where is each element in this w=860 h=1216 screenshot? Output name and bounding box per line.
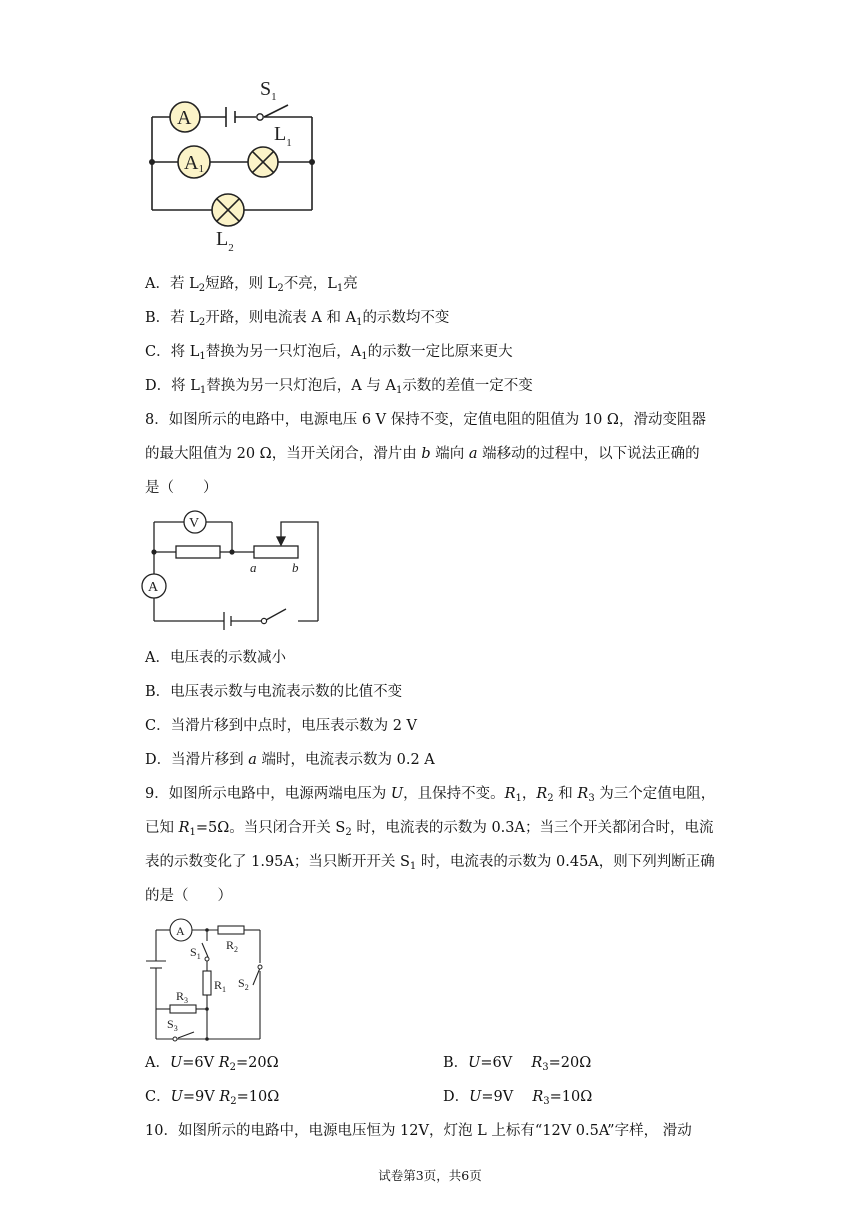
ammeter-a-label: A	[177, 107, 192, 129]
switch-s1-label: $S_1$	[190, 945, 201, 961]
resistor-r2-label: $R_2$	[226, 938, 239, 954]
q10-stem-line1: 10．如图所示的电路中，电源电压恒为 12V，灯泡 L 上标有“12V 0.5A”字样， 滑动	[145, 1123, 692, 1139]
voltmeter-label: V	[189, 516, 200, 531]
ammeter-label: A	[148, 580, 159, 595]
q9-stem-line4: 的是（ ）	[145, 888, 232, 904]
switch-s2-label: $S_2$	[238, 976, 249, 992]
circuit-diagram-q7	[140, 78, 340, 253]
lamp-l1-label: $L_1$	[274, 123, 292, 149]
circuit-diagram-q8	[138, 508, 328, 633]
rheostat-end-a-label: a	[250, 560, 257, 575]
q9-options-row2	[145, 1087, 705, 1112]
q7-option-b: B．若 $L_2$开路，则电流表 A 和 $A_1$的示数均不变	[145, 310, 450, 328]
q9-stem-line2: 已知 $R_1=5\Omega$。当只闭合开关 $S_2$ 时，电流表的示数为 0.3A；当三个开关都闭合时，电流	[145, 820, 714, 838]
page-footer: 试卷第3页，共6页	[378, 1168, 482, 1183]
q9-option-b: B．U=6V $R_3=20\Omega$	[443, 1055, 592, 1073]
rheostat-end-b-label: b	[292, 560, 299, 575]
q7-option-d: D．将 $L_1$替换为另一只灯泡后，A 与 $A_1$示数的差值一定不变	[145, 378, 533, 396]
lamp-l2-label: $L_2$	[216, 228, 234, 254]
q9-option-d: D．U=9V $R_3=10\Omega$	[443, 1089, 593, 1107]
q8-option-c: C．当滑片移到中点时，电压表示数为 2 V	[145, 718, 418, 734]
q9-stem-line1: 9．如图所示电路中，电源两端电压为 U，且保持不变。$R_1$，$R_2$ 和 $R_3$ 为三个定值电阻，	[145, 786, 716, 804]
q9-option-a: A．U=6V $R_2=20\Omega$	[145, 1055, 279, 1073]
q8-stem-line1: 8．如图所示的电路中，电源电压 6 V 保持不变，定值电阻的阻值为 10 Ω，滑动变阻器	[145, 412, 706, 428]
switch-s3-label: $S_3$	[167, 1017, 178, 1033]
q8-stem-line3: 是（ ）	[145, 480, 218, 496]
q9-option-c: C．U=9V $R_2=10\Omega$	[145, 1089, 280, 1107]
resistor-r3-label: $R_3$	[176, 989, 189, 1005]
q8-option-a: A．电压表的示数减小	[145, 650, 286, 666]
ammeter-label: A	[176, 924, 185, 938]
q8-option-d: D．当滑片移到 a 端时，电流表示数为 0.2 A	[145, 752, 435, 768]
circuit-diagram-q9	[140, 915, 270, 1040]
q7-option-c: C．将 $L_1$替换为另一只灯泡后，$A_1$的示数一定比原来更大	[145, 344, 513, 362]
q7-option-a: A．若 $L_2$短路，则 $L_2$不亮，$L_1$亮	[145, 276, 358, 294]
q8-stem-line2: 的最大阻值为 20 Ω，当开关闭合，滑片由 b 端向 a 端移动的过程中，以下说法正确的	[145, 446, 700, 462]
switch-s1-label: $S_1$	[260, 78, 277, 103]
q9-options-row1	[145, 1053, 705, 1078]
q8-option-b: B．电压表示数与电流表示数的比值不变	[145, 684, 403, 700]
ammeter-a1-label: A1	[184, 152, 204, 175]
resistor-r1-label: $R_1$	[214, 978, 227, 994]
q9-stem-line3: 表的示数变化了 1.95A；当只断开开关 $S_1$ 时，电流表的示数为 0.45A，则下列判断正确	[145, 854, 715, 872]
